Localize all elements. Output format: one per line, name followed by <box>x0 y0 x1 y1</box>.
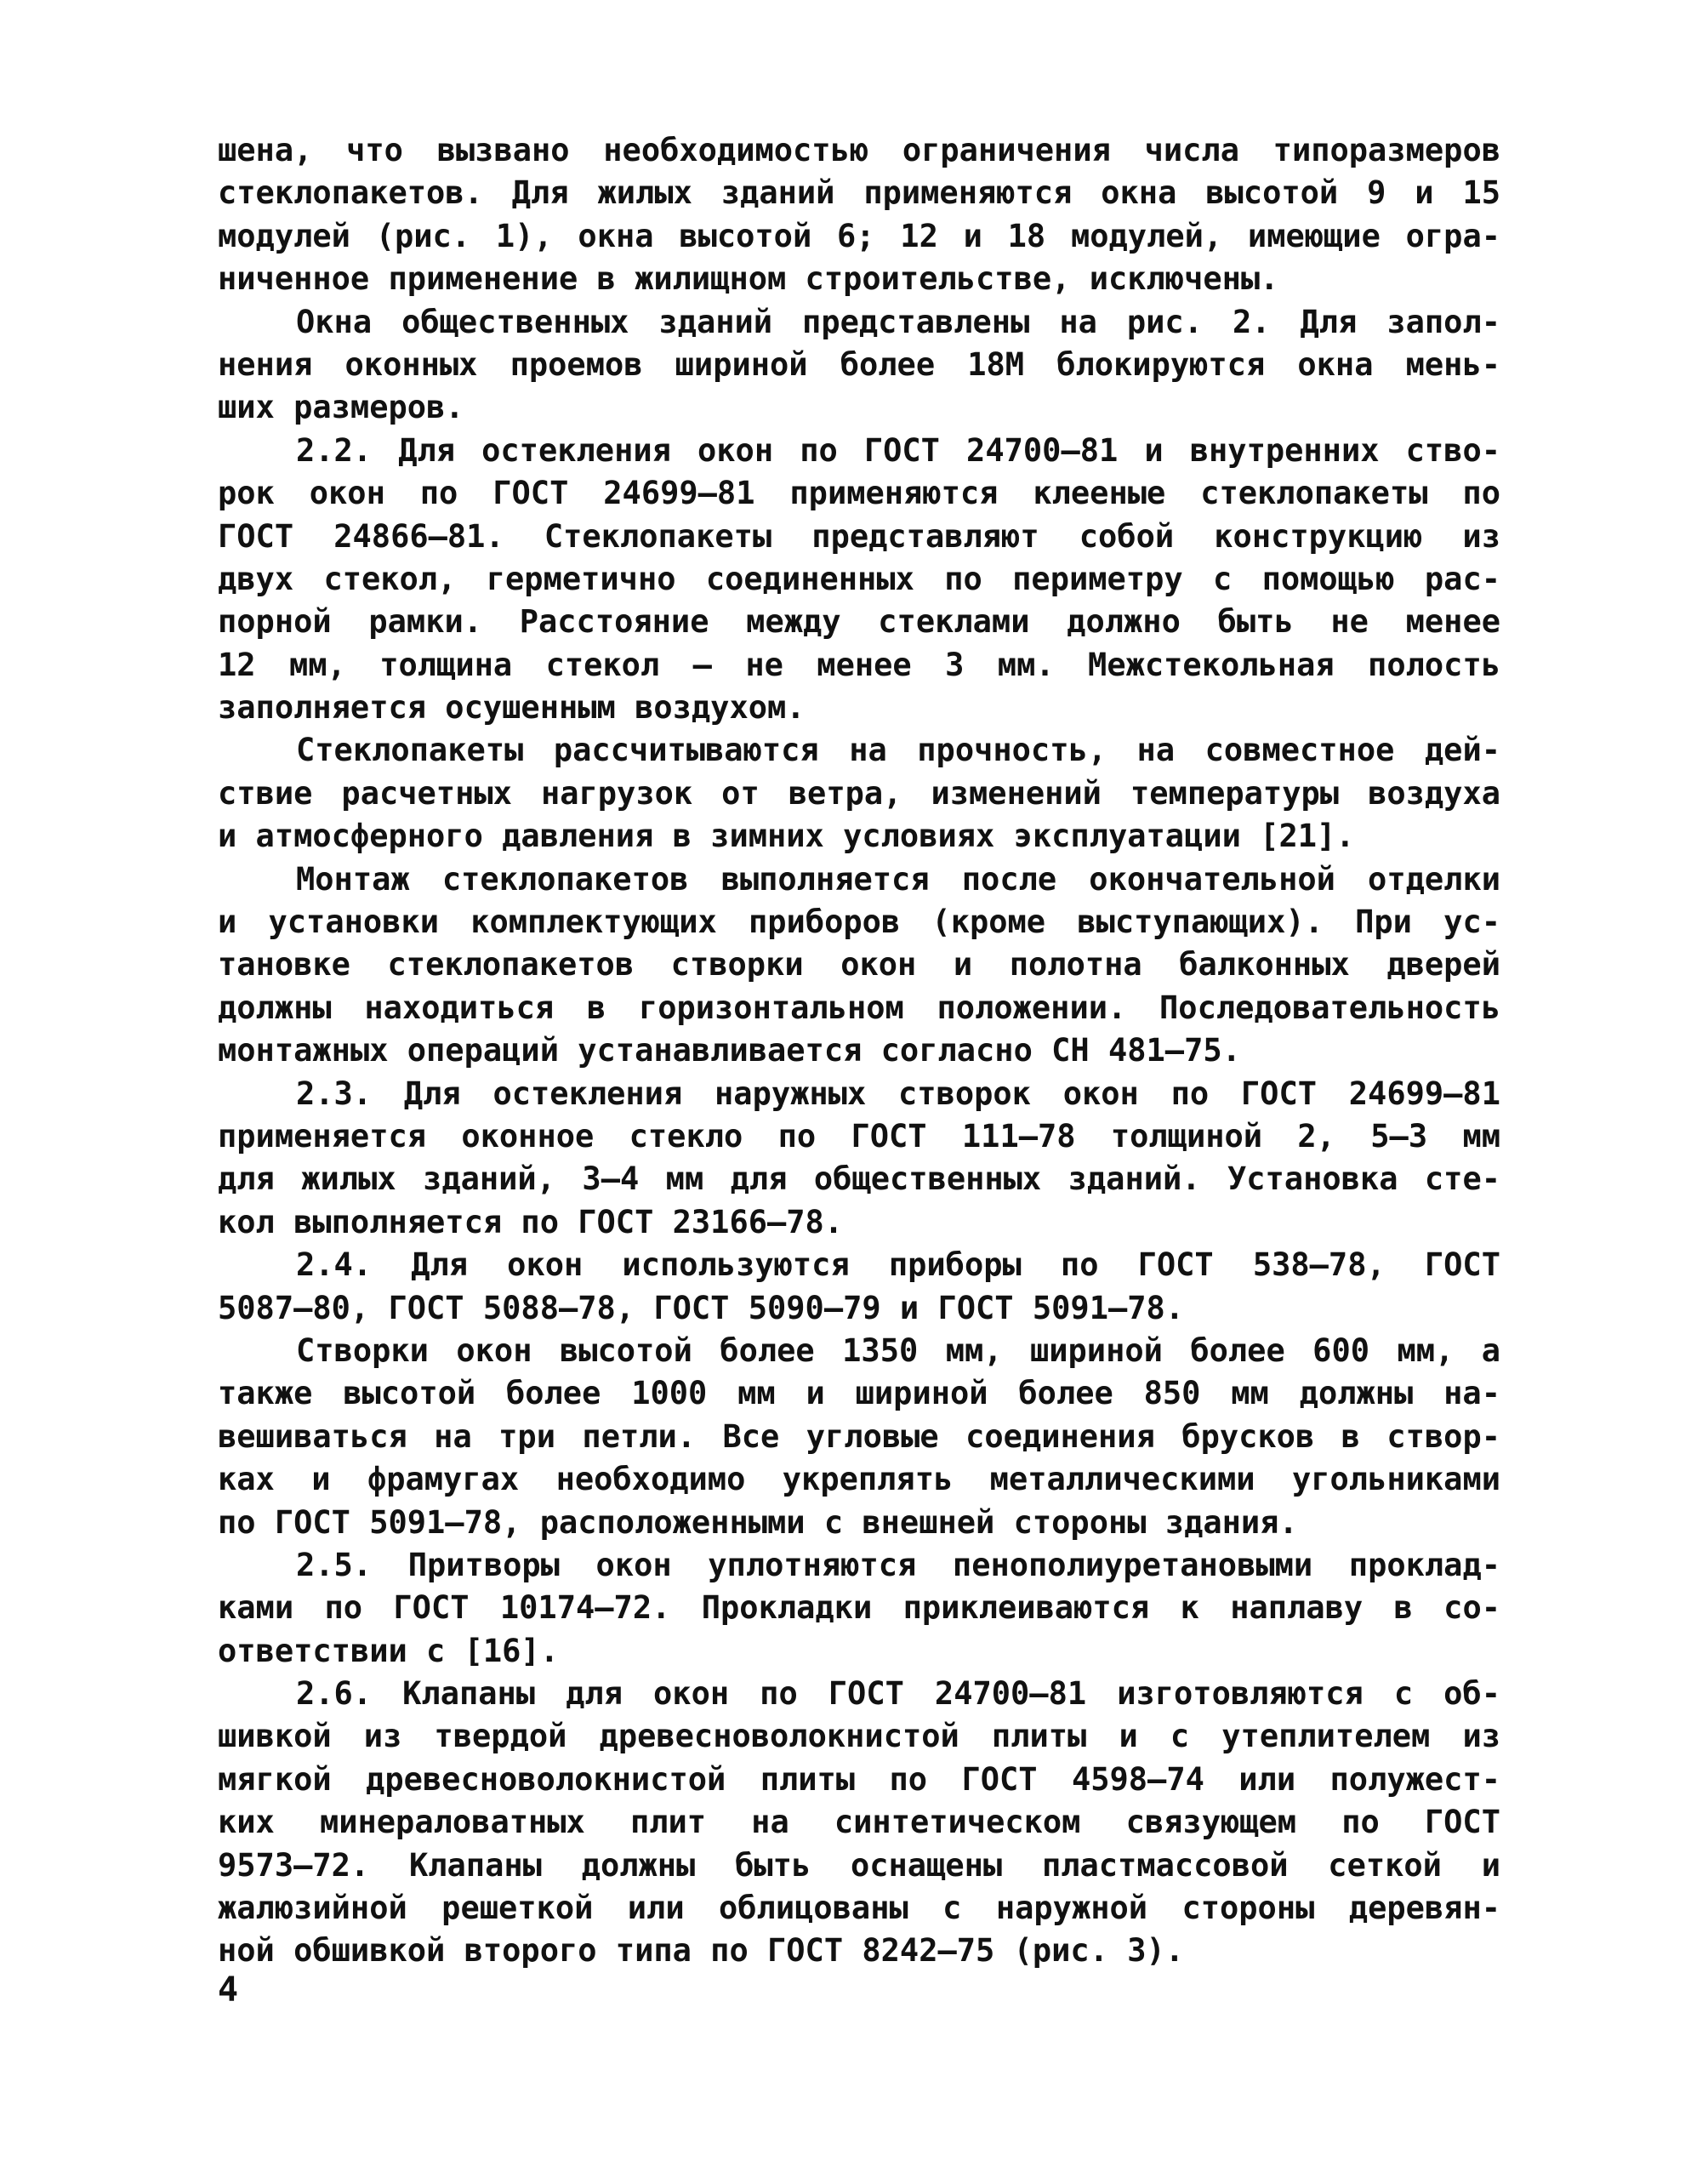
text-line: монтажных операций устанавливается согласно СН 481–75. <box>218 1032 1241 1069</box>
text-line: ками по ГОСТ 10174–72. Прокладки приклеиваются к наплаву в со- <box>218 1589 1500 1627</box>
text-line: ответствии с [16]. <box>218 1632 559 1669</box>
text-line: жалюзийной решеткой или облицованы с наружной стороны деревян- <box>218 1890 1500 1927</box>
text-line: вешиваться на три петли. Все угловые соединения брусков в створ- <box>218 1417 1500 1455</box>
text-line: 9573–72. Клапаны должны быть оснащены пластмассовой сеткой и <box>218 1846 1500 1884</box>
text-line: шена, что вызвано необходимостью ограничения числа типоразмеров <box>218 132 1500 168</box>
text-line: шивкой из твердой древесноволокнистой плиты и с утеплителем из <box>218 1718 1500 1755</box>
text-line: мягкой древесноволокнистой плиты по ГОСТ 4598–74 или полужест- <box>218 1760 1500 1798</box>
text-line: модулей (рис. 1), окна высотой 6; 12 и 18 модулей, имеющие огра- <box>218 217 1500 254</box>
page-number: 4 <box>218 1970 239 2010</box>
text-line: заполняется осушенным воздухом. <box>218 689 806 727</box>
text-line: порной рамки. Расстояние между стеклами должно быть не менее <box>218 603 1500 641</box>
text-line: и атмосферного давления в зимних условиях эксплуатации [21]. <box>218 818 1355 855</box>
text-line: ГОСТ 24866–81. Стеклопакеты представляют собой конструкцию из <box>218 517 1500 555</box>
text-line: Стеклопакеты рассчитываются на прочность, на совместное дей- <box>296 732 1500 769</box>
text-line: ких минераловатных плит на синтетическом связующем по ГОСТ <box>218 1804 1500 1841</box>
text-line: Створки окон высотой более 1350 мм, шириной более 600 мм, а <box>296 1331 1500 1369</box>
text-line: ших размеров. <box>218 389 464 426</box>
text-line: рок окон по ГОСТ 24699–81 применяются клееные стеклопакеты по <box>218 475 1500 512</box>
text-line: применяется оконное стекло по ГОСТ 111–78 толщиной 2, 5–3 мм <box>218 1117 1500 1155</box>
text-line: тановке стеклопакетов створки окон и полотна балконных дверей <box>218 946 1500 984</box>
text-line: по ГОСТ 5091–78, расположенными с внешней стороны здания. <box>218 1503 1298 1541</box>
text-line: 2.6. Клапаны для окон по ГОСТ 24700–81 изготовляются с об- <box>296 1675 1500 1713</box>
text-line: должны находиться в горизонтальном положении. Последовательность <box>218 989 1500 1026</box>
text-line: ниченное применение в жилищном строительстве, исключены. <box>218 260 1279 298</box>
text-line: 2.4. Для окон используются приборы по ГОСТ 538–78, ГОСТ <box>296 1246 1500 1284</box>
text-line: ствие расчетных нагрузок от ветра, изменений температуры воздуха <box>218 774 1500 812</box>
text-line: кол выполняется по ГОСТ 23166–78. <box>218 1203 844 1240</box>
text-line: 5087–80, ГОСТ 5088–78, ГОСТ 5090–79 и ГОСТ 5091–78. <box>218 1289 1185 1326</box>
text-line: 12 мм, толщина стекол – не менее 3 мм. Межстекольная полость <box>218 646 1500 683</box>
text-line: ной обшивкой второго типа по ГОСТ 8242–75 (рис. 3). <box>218 1932 1185 1970</box>
text-line: Монтаж стеклопакетов выполняется после окончательной отделки <box>296 860 1500 898</box>
body-text <box>218 129 1500 1973</box>
text-line: Окна общественных зданий представлены на рис. 2. Для запол- <box>296 303 1500 340</box>
text-line: стеклопакетов. Для жилых зданий применяются окна высотой 9 и 15 <box>218 174 1500 212</box>
text-line: нения оконных проемов шириной более 18М блокируются окна мень- <box>218 345 1500 383</box>
text-line: 2.2. Для остекления окон по ГОСТ 24700–81 и внутренних ство- <box>296 431 1500 469</box>
text-line: 2.3. Для остекления наружных створок окон по ГОСТ 24699–81 <box>296 1075 1500 1112</box>
text-line: также высотой более 1000 мм и шириной более 850 мм должны на- <box>218 1375 1500 1412</box>
text-line: для жилых зданий, 3–4 мм для общественных зданий. Установка сте- <box>218 1160 1500 1198</box>
text-line: 2.5. Притворы окон уплотняются пенополиуретановыми проклад- <box>296 1546 1500 1583</box>
text-line: и установки комплектующих приборов (кроме выступающих). При ус- <box>218 904 1500 941</box>
text-line: ках и фрамугах необходимо укреплять металлическими угольниками <box>218 1461 1500 1498</box>
text-line: двух стекол, герметично соединенных по периметру с помощью рас- <box>218 560 1500 597</box>
